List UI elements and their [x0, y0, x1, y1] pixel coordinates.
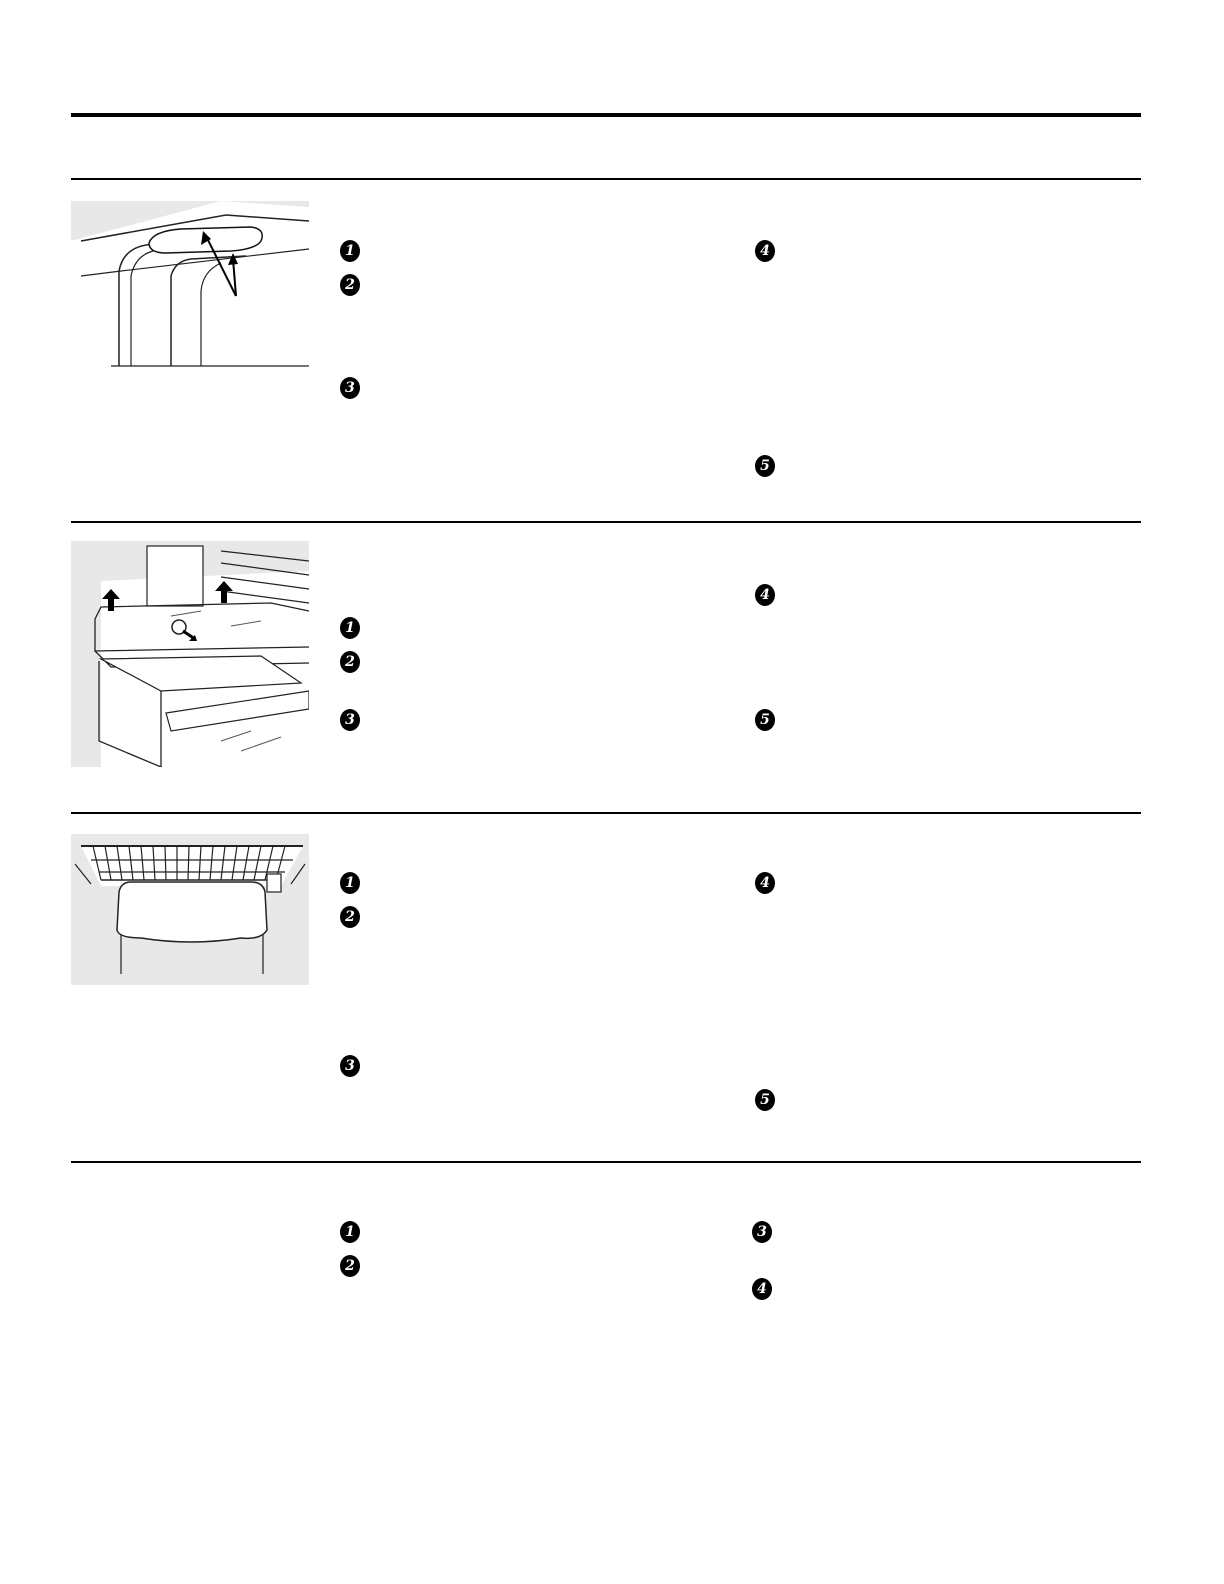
section-1-step-2: 2: [339, 274, 361, 296]
section-4-step-1: 1: [339, 1221, 361, 1243]
header-rule-thin: [71, 178, 1141, 180]
section-1-step-3: 3: [339, 377, 361, 399]
section-4-step-2: 2: [339, 1255, 361, 1277]
section-2-step-2: 2: [339, 651, 361, 673]
section-divider-3: [71, 1161, 1141, 1163]
light-cover-illustration: [71, 201, 309, 369]
section-3-step-5: 5: [754, 1089, 776, 1111]
lift-panel-illustration: [71, 541, 309, 767]
section-3-step-4: 4: [754, 872, 776, 894]
section-3-step-1: 1: [339, 872, 361, 894]
header-rule-thick: [71, 113, 1141, 117]
section-4-step-3: 3: [751, 1221, 773, 1243]
section-divider-2: [71, 812, 1141, 814]
section-divider-1: [71, 521, 1141, 523]
section-3-step-3: 3: [339, 1055, 361, 1077]
section-2-step-5: 5: [754, 709, 776, 731]
section-2-step-4: 4: [754, 584, 776, 606]
section-3-step-2: 2: [339, 906, 361, 928]
shelf-bin-illustration: [71, 834, 309, 985]
section-2-step-1: 1: [339, 617, 361, 639]
section-1-step-5: 5: [754, 455, 776, 477]
section-4-step-4: 4: [751, 1278, 773, 1300]
section-2-step-3: 3: [339, 709, 361, 731]
section-1-step-1: 1: [339, 240, 361, 262]
section-1-step-4: 4: [754, 240, 776, 262]
